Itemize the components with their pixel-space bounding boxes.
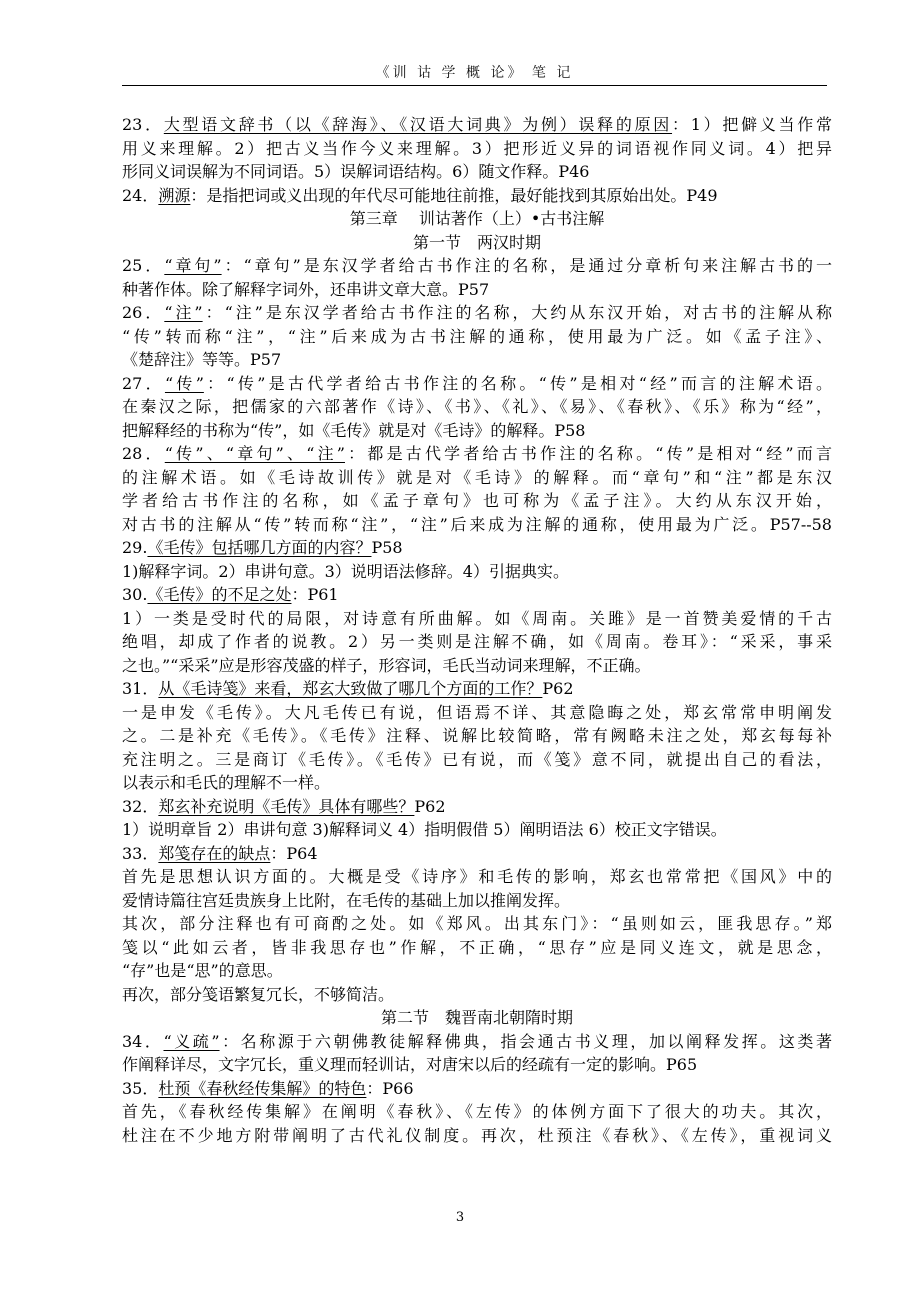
text-run: ：1）把僻义当作常 [672,115,832,134]
text-run: 杜注在不少地方附带阐明了古代礼仪制度。再次，杜预注《春秋》、《左传》，重视词义 [122,1125,832,1145]
text-run: ：“章句”是东汉学者给古书作注的名称，是通过分章析句来注解古书的一 [221,256,832,275]
text-line [122,513,832,537]
text-line [122,184,832,208]
text-line [122,442,832,466]
text-line [122,489,832,513]
text-line [122,560,832,584]
text-line [122,137,832,161]
text-line [122,372,832,396]
text-run: 1)解释字词。2）串讲句意。3）说明语法修辞。4）引据典实。 [122,561,569,581]
text-line [122,301,832,325]
text-run: 以表示和毛氏的理解不一样。 [122,773,331,792]
text-run: 29. [122,538,148,557]
text-run: ：P64 [270,843,318,863]
text-line [122,701,832,725]
text-run: 用义来理解。2）把古义当作今义来理解。3）把形近义异的词语视作同义词。4）把异 [122,138,832,158]
text-run: 之。二是补充《毛传》。《毛传》注释、说解比较简略，常有阙略未注之处，郑玄每每补 [122,726,832,745]
text-run: 再次，部分笺语繁复冗长，不够简洁。 [122,984,395,1004]
text-line [122,1124,832,1148]
text-run: 1）说明章旨 2）串讲句意 3)解释词义 4）指明假借 5）阐明语法 6）校正文字错误。 [122,820,727,839]
text-run: ：名称源于六朝佛教徒解释佛典，指会通古书义理，加以阐释发挥。这类著 [219,1031,832,1051]
text-run: 笺以“此如云者，皆非我思存也”作解，不正确，“思存”应是同义连文，就是思念， [122,937,832,957]
underlined-term: “义疏” [163,1031,220,1051]
text-run: 34． [122,1031,164,1051]
text-line [122,795,832,819]
underlined-term: 杜预《春秋经传集解》的特色 [158,1078,367,1098]
text-run: “传”转而称“注”，“注”后来成为古书注解的通称，使用最为广泛。如《孟子注》、 [122,326,832,346]
text-run: ：“传”是古代学者给古书作注的名称。“传”是相对“经”而言的注解术语。 [203,373,832,393]
text-run: 对古书的注解从“传”转而称“注”，“注”后来成为注解的通称，使用最为广泛。P57--58 [122,514,832,534]
text-line [122,466,832,490]
underlined-term: 《毛传》包括哪几方面的内容？ [147,538,372,557]
text-run: 形同义词误解为不同词语。5）误解词语结构。6）随文作释。P46 [122,162,590,181]
text-run: 首先是思想认识方面的。大概是受《诗序》和毛传的影响，郑玄也常常把《国风》中的 [122,867,832,886]
text-line [122,607,832,631]
text-run: 26． [122,303,165,322]
text-line [122,983,832,1007]
text-run: 23． [122,115,164,134]
underlined-term: “传” [164,373,204,393]
text-line [122,936,832,960]
text-line [122,818,832,842]
text-run: 一是申发《毛传》。大凡毛传已有说，但语焉不详、其意隐晦之处，郑玄常常申明阐发 [122,702,832,722]
text-run: 28． [122,444,165,463]
text-run: 《楚辞注》等等。P57 [122,350,282,369]
text-line [122,912,832,936]
text-line [122,254,832,278]
text-run: 33． [122,843,159,863]
text-line [122,113,832,137]
text-run: 第二节 魏晋南北朝隋时期 [380,1008,573,1027]
text-line [122,771,832,795]
text-run: 把解释经的书称为“传”，如《毛传》就是对《毛诗》的解释。P58 [122,420,586,440]
text-run: 其次，部分注释也有可商酌之处。如《郑风。出其东门》：“虽则如云，匪我思存。”郑 [122,914,832,933]
text-run: 30. [122,585,148,604]
section-heading [122,207,832,231]
text-line [122,889,832,913]
text-line [122,1100,832,1124]
text-run: ：都是古代学者给古书作注的名称。“传”是相对“经”而言 [344,444,832,463]
text-run: 第三章 训诂著作（上）•古书注解 [349,209,605,228]
text-run: 学者给古书作注的名称，如《孟子章句》也可称为《孟子注》。大约从东汉开始， [122,491,832,510]
section-heading [122,1006,832,1030]
text-line [122,748,832,772]
text-run: 31． [122,679,159,698]
underlined-term: 大型语文辞书（以《辞海》、《汉语大词典》为例）误释的原因 [163,115,673,134]
text-run: P58 [371,538,403,557]
text-line [122,654,832,678]
text-line [122,842,832,866]
text-run: 充注明之。三是商订《毛传》。《毛传》已有说，而《笺》意不同，就提出自己的看法， [122,749,832,769]
text-line [122,677,832,701]
text-run: 1）一类是受时代的局限，对诗意有所曲解。如《周南。关雎》是一首赞美爱情的千古 [122,608,832,628]
text-line [122,630,832,654]
text-run: 作阐释详尽，文字冗长，重义理而轻训诂，对唐宋以后的经疏有一定的影响。P65 [122,1055,698,1074]
text-line [122,395,832,419]
text-line [122,724,832,748]
text-line [122,1077,832,1101]
header-rule [122,85,827,86]
text-run: ：是指把词或义出现的年代尽可能地往前推，最好能找到其原始出处。P49 [190,185,718,205]
text-line [122,348,832,372]
text-line [122,1053,832,1077]
underlined-term: “章句” [164,256,222,275]
text-run: P62 [414,796,446,816]
text-line [122,583,832,607]
text-run: “存”也是“思”的意思。 [122,961,283,980]
text-run: 的注解术语。如《毛诗故训传》就是对《毛诗》的解释。而“章句”和“注”都是东汉 [122,467,832,487]
text-run: 24． [122,185,159,205]
text-line [122,325,832,349]
document-body [122,113,832,1147]
text-line [122,160,832,184]
text-run: 25． [122,256,165,275]
text-line [122,419,832,443]
text-run: 首先，《春秋经传集解》在阐明《春秋》、《左传》的体例方面下了很大的功夫。其次， [122,1102,832,1121]
text-line [122,536,832,560]
text-run: ：P66 [366,1078,414,1098]
underlined-term: “传”、“章句”、“注” [164,444,345,463]
text-line [122,1030,832,1054]
underlined-term: “注” [164,303,203,322]
text-run: 35． [122,1078,159,1098]
page-number: 3 [455,1210,465,1225]
underlined-term: 郑笺存在的缺点 [158,843,271,863]
text-run: 第一节 两汉时期 [412,232,541,252]
underlined-term: 从《毛诗笺》来看，郑玄大致做了哪几个方面的工作？ [158,679,543,698]
text-run: ：P61 [291,585,339,604]
text-run: 绝唱，却成了作者的说教。2）另一类则是注解不确，如《周南。卷耳》：“采采，事采 [122,632,832,651]
text-run: 种著作体。除了解释字词外，还串讲文章大意。P57 [122,279,490,299]
text-run: 27． [122,373,165,393]
text-run: 之也。”“采采”应是形容茂盛的样子，形容词，毛氏当动词来理解，不正确。 [122,655,651,675]
underlined-term: 《毛传》的不足之处 [147,585,292,604]
text-line [122,865,832,889]
text-line [122,959,832,983]
text-line [122,278,832,302]
text-run: 在秦汉之际，把儒家的六部著作《诗》、《书》、《礼》、《易》、《春秋》、《乐》称为“经”， [122,397,832,416]
text-run: 爱情诗篇往宫廷贵族身上比附，在毛传的基础上加以推阐发挥。 [122,890,571,910]
underlined-term: 郑玄补充说明《毛传》具体有哪些？ [158,796,415,816]
text-run: ：“注”是东汉学者给古书作注的名称，大约从东汉开始，对古书的注解从称 [202,303,832,322]
text-run: 32． [122,796,159,816]
text-run: P62 [542,679,574,698]
section-heading [122,231,832,255]
underlined-term: 溯源 [158,185,191,205]
running-header: 《训 诂 学 概 论》 笔 记 [375,65,574,81]
